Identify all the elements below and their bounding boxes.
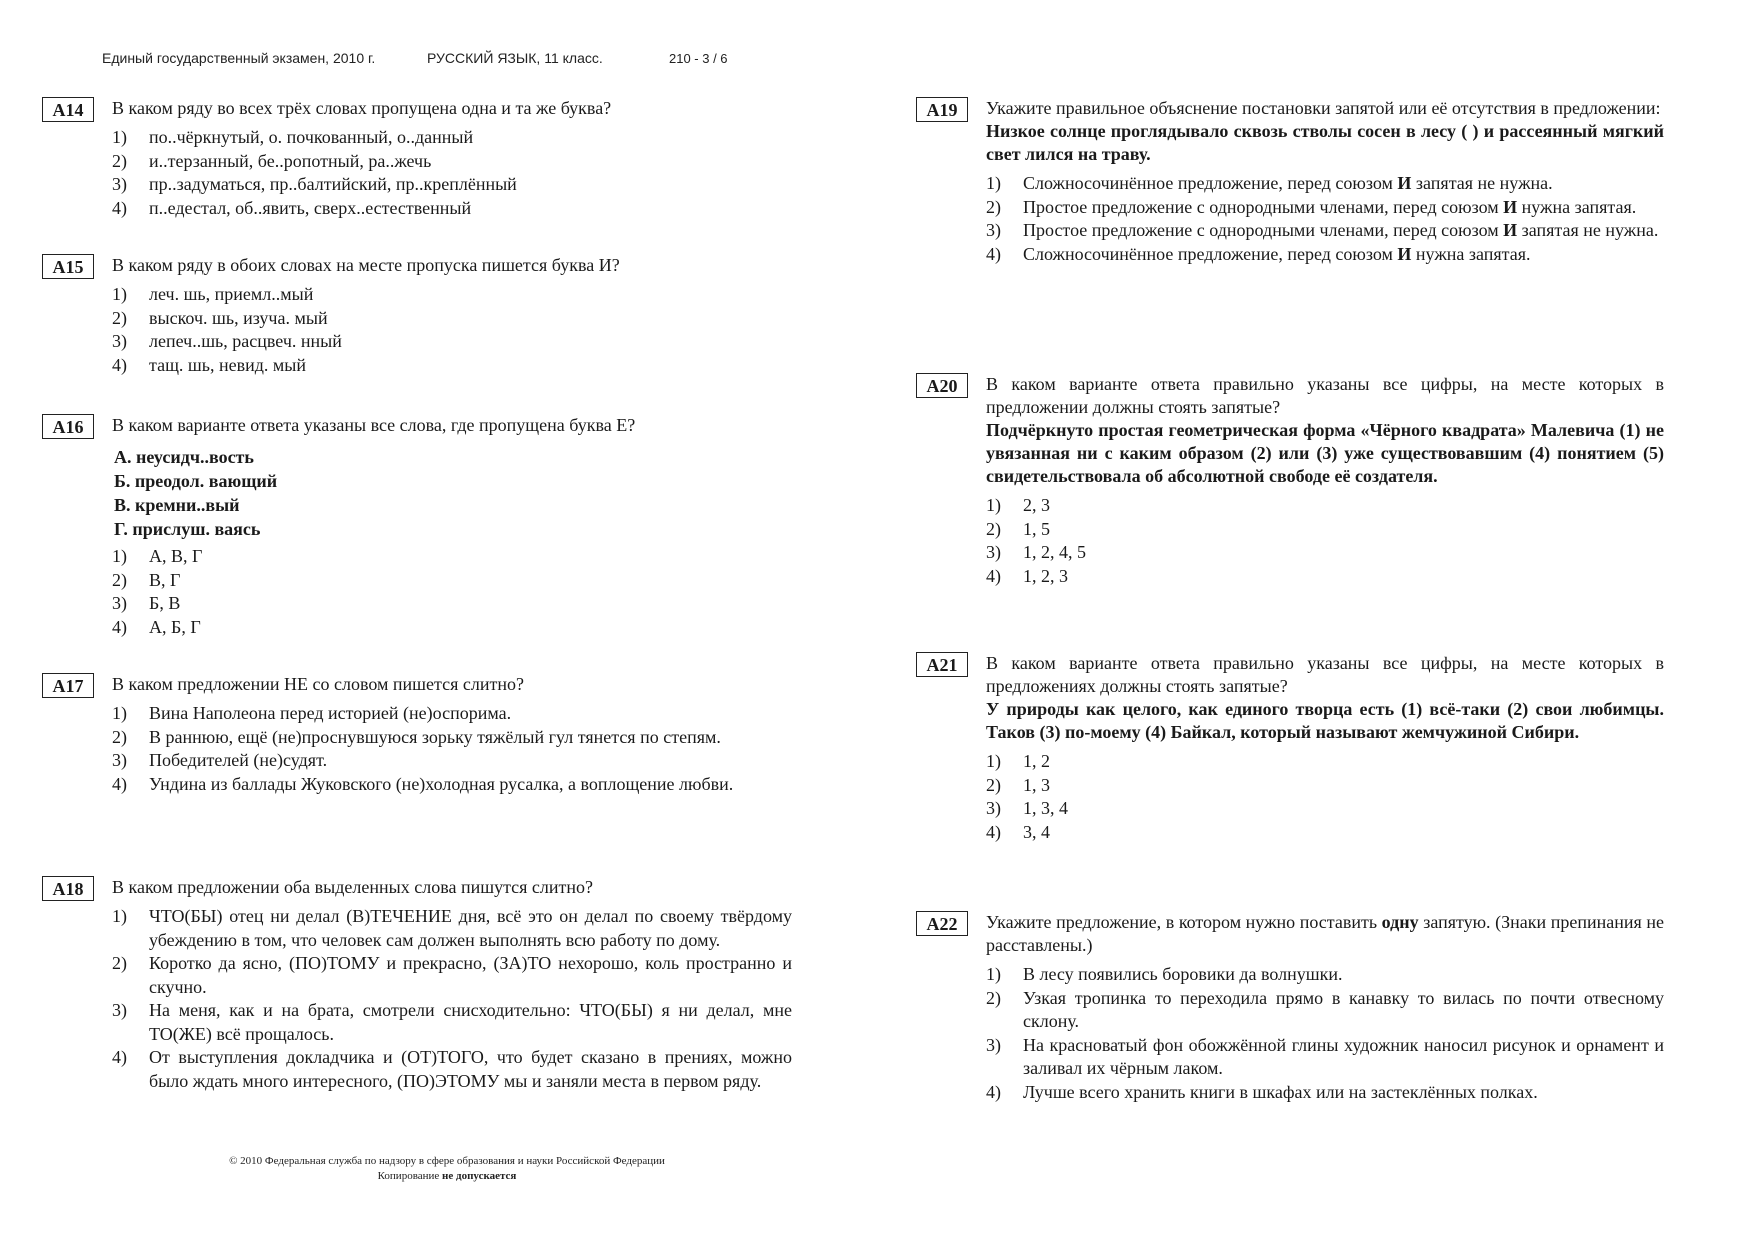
option[interactable] <box>986 1081 1664 1105</box>
option[interactable] <box>112 616 792 640</box>
option-number: 2) <box>986 987 1001 1008</box>
option-number: 1) <box>112 127 127 147</box>
option-text: ЧТО(БЫ) отец ни делал (В)ТЕЧЕНИЕ дня, всё это он делал по своему твёрдому убеждению в том, что человек сам должен выполнять всю работу по дому. <box>149 906 792 950</box>
task-question: В каком предложении оба выделенных слова пишутся слитно? <box>112 877 594 897</box>
option-number: 3) <box>112 750 127 770</box>
task-question <box>986 911 1664 957</box>
option[interactable] <box>112 126 792 150</box>
option[interactable] <box>112 773 792 797</box>
option-text: Простое предложение с однородными членами, перед союзом <box>1023 196 1504 217</box>
word-item: А. неусидч..вость <box>114 447 254 467</box>
option[interactable] <box>112 749 792 773</box>
task-id: A14 <box>42 97 94 122</box>
task-id: A15 <box>42 254 94 279</box>
task-question: В каком ряду в обоих словах на месте пропуска пишется буква И? <box>112 255 620 275</box>
word-item: Г. прислуш. ваясь <box>114 519 261 539</box>
option-bold-text: И <box>1397 243 1412 264</box>
option-number: 3) <box>986 542 1001 562</box>
option-bold-text: И <box>1503 196 1518 217</box>
option-text: 1, 5 <box>1023 518 1050 539</box>
options-list <box>112 283 792 377</box>
copy-notice-bold: не допускается <box>442 1170 517 1182</box>
option-text: На меня, как и на брата, смотрели снисходительно: ЧТО(БЫ) я ни делал, мне ТО(ЖЕ) всё прощалось. <box>149 1000 792 1044</box>
option-text: нужна запятая. <box>1517 196 1637 217</box>
option-text: и..терзанный, бе..ропотный, ра..жечь <box>149 150 432 171</box>
option-text: п..едестал, об..явить, сверх..естественный <box>149 197 472 218</box>
option-number: 2) <box>112 569 127 590</box>
task-id: A16 <box>42 414 94 439</box>
task-question: В каком варианте ответа правильно указаны все цифры, на месте которых в предложении должны стоять запятые? <box>986 374 1664 417</box>
option-number: 2) <box>112 307 127 328</box>
option-number: 4) <box>112 616 127 637</box>
option-text: запятая не нужна. <box>1517 220 1659 240</box>
option-text: 1, 2 <box>1023 751 1050 771</box>
option[interactable] <box>112 330 792 354</box>
option-text: Лучше всего хранить книги в шкафах или на застеклённых полках. <box>1023 1081 1538 1102</box>
option[interactable] <box>986 494 1664 518</box>
page-footer <box>182 1154 712 1184</box>
task-a22 <box>914 911 1664 1104</box>
task-question: В каком ряду во всех трёх словах пропущена одна и та же буква? <box>112 98 612 118</box>
word-item: Б. преодол. вающий <box>114 471 278 491</box>
option[interactable] <box>112 307 792 331</box>
task-sentence: Низкое солнце проглядывало сквозь стволы сосен в лесу ( ) и рассеянный мягкий свет лился на траву. <box>986 121 1664 164</box>
page-header <box>102 50 728 66</box>
option-text: 3, 4 <box>1023 821 1050 842</box>
option-number: 4) <box>112 1047 127 1067</box>
option-number: 4) <box>986 821 1001 842</box>
option-number: 1) <box>112 906 127 926</box>
task-id: A18 <box>42 876 94 901</box>
option[interactable] <box>112 197 792 221</box>
option-text: Узкая тропинка то переходила прямо в канавку то вилась по почти отвесному склону. <box>1023 987 1664 1031</box>
option-text: тащ. шь, невид. мый <box>149 354 307 375</box>
option-number: 3) <box>112 593 127 613</box>
option[interactable] <box>986 541 1664 565</box>
option-number: 1) <box>112 546 127 566</box>
option-text: Коротко да ясно, (ПО)ТОМУ и прекрасно, (ЗА)ТО нехорошо, коль пространно и скучно. <box>149 953 792 997</box>
task-a21 <box>914 652 1664 844</box>
option-number: 3) <box>986 798 1001 818</box>
option-text: Ундина из баллады Жуковского (не)холодная русалка, а воплощение любви. <box>149 773 734 794</box>
task-question: В каком варианте ответа правильно указаны все цифры, на месте которых в предложениях должны стоять запятые? <box>986 653 1664 696</box>
option-number: 1) <box>112 703 127 723</box>
option-text: В раннюю, ещё (не)проснувшуюся зорьку тяжёлый гул тянется по степям. <box>149 726 721 747</box>
options-list <box>986 172 1664 266</box>
option[interactable] <box>112 1046 792 1093</box>
option-number: 2) <box>986 518 1001 539</box>
option[interactable] <box>112 726 792 750</box>
option[interactable] <box>986 518 1664 542</box>
option[interactable] <box>986 987 1664 1034</box>
option[interactable] <box>986 963 1664 987</box>
option-text: Б, В <box>149 593 181 613</box>
option-text: Вина Наполеона перед историей (не)оспорима. <box>149 703 512 723</box>
option-text: 1, 2, 4, 5 <box>1023 542 1086 562</box>
option-text: пр..задуматься, пр..балтийский, пр..креплённый <box>149 174 517 194</box>
option[interactable] <box>986 797 1664 821</box>
copy-notice <box>182 1169 712 1184</box>
task-a20 <box>914 373 1664 588</box>
task-a16 <box>40 414 792 639</box>
option[interactable] <box>986 243 1664 267</box>
option-number: 1) <box>112 284 127 304</box>
options-list <box>112 702 792 796</box>
option-text: 1, 3 <box>1023 774 1050 795</box>
copyright-line: © 2010 Федеральная служба по надзору в сфере образования и науки Российской Федерации <box>229 1155 665 1167</box>
option-text: От выступления докладчика и (ОТ)ТОГО, что будет сказано в прениях, можно было ждать много интересного, (ПО)ЭТОМУ мы и заняли места в первом ряду. <box>149 1047 792 1091</box>
option-text: по..чёркнутый, о. почкованный, о..данный <box>149 127 474 147</box>
option[interactable] <box>112 283 792 307</box>
copy-notice-text: Копирование <box>377 1170 443 1182</box>
task-sentence: Подчёркнуто простая геометрическая форма «Чёрного квадрата» Малевича (1) не увязанная ни с каким образом (2) или (3) уже существовавшим (4) понятием (5) свидетельствовала об абсолютной свободе её создателя. <box>986 420 1664 486</box>
option-text: запятая не нужна. <box>1411 173 1553 193</box>
options-list <box>986 494 1664 588</box>
exam-title: Единый государственный экзамен, 2010 г. <box>102 50 376 66</box>
option[interactable] <box>986 565 1664 589</box>
option[interactable] <box>986 219 1664 243</box>
task-id: A19 <box>916 97 968 122</box>
option-text: лепеч..шь, расцвеч. нный <box>149 331 342 351</box>
option-number: 4) <box>986 243 1001 264</box>
option[interactable] <box>112 173 792 197</box>
option-text: Сложносочинённое предложение, перед союзом <box>1023 243 1398 264</box>
task-question: В каком варианте ответа указаны все слова, где пропущена буква Е? <box>112 415 636 435</box>
options-list <box>112 126 792 220</box>
options-list <box>112 905 792 1093</box>
task-sentence: У природы как целого, как единого творца есть (1) всё-таки (2) свои любимцы. Таков (3) по-моему (4) Байкал, который называют жемчужиной Сибири. <box>986 699 1664 742</box>
option-text: 2, 3 <box>1023 495 1050 515</box>
options-list <box>986 963 1664 1104</box>
option-text: В, Г <box>149 569 181 590</box>
option-text: леч. шь, приемл..мый <box>149 284 314 304</box>
option[interactable] <box>112 569 792 593</box>
option-number: 1) <box>986 751 1001 771</box>
option[interactable] <box>112 545 792 569</box>
option-bold-text: И <box>1503 220 1518 240</box>
option-number: 1) <box>986 173 1001 193</box>
option-text: 1, 3, 4 <box>1023 798 1068 818</box>
option[interactable] <box>112 952 792 999</box>
option[interactable] <box>112 999 792 1046</box>
option-text: Победителей (не)судят. <box>149 750 328 770</box>
option-text: Простое предложение с однородными членами, перед союзом <box>1023 220 1504 240</box>
option[interactable] <box>112 905 792 952</box>
option-number: 4) <box>112 773 127 794</box>
option-text: В лесу появились боровики да волнушки. <box>1023 964 1343 984</box>
options-list <box>986 750 1664 844</box>
option-number: 2) <box>112 150 127 171</box>
option-text: А, В, Г <box>149 546 203 566</box>
option[interactable] <box>986 172 1664 196</box>
task-a19 <box>914 97 1664 266</box>
task-a17 <box>40 673 792 796</box>
option-text: выскоч. шь, изуча. мый <box>149 307 328 328</box>
task-a15 <box>40 254 792 377</box>
option[interactable] <box>112 150 792 174</box>
option-number: 4) <box>986 1081 1001 1102</box>
question-bold-text: одну <box>1381 912 1419 932</box>
task-question: Укажите правильное объяснение постановки запятой или её отсутствия в предложении: <box>986 98 1661 118</box>
option[interactable] <box>112 592 792 616</box>
task-id: A21 <box>916 652 968 677</box>
option[interactable] <box>986 821 1664 845</box>
option[interactable] <box>112 354 792 378</box>
option-number: 4) <box>112 197 127 218</box>
option-number: 3) <box>112 174 127 194</box>
option-number: 2) <box>986 774 1001 795</box>
option-number: 3) <box>112 1000 127 1020</box>
option-number: 2) <box>986 196 1001 217</box>
task-a14 <box>40 97 792 220</box>
option-number: 3) <box>112 331 127 351</box>
option[interactable] <box>986 774 1664 798</box>
page-number: 210 - 3 / 6 <box>669 51 728 66</box>
option[interactable] <box>986 750 1664 774</box>
word-list <box>112 445 792 541</box>
option-number: 3) <box>986 220 1001 240</box>
option-number: 4) <box>112 354 127 375</box>
options-list <box>112 545 792 639</box>
option[interactable] <box>986 1034 1664 1081</box>
task-id: A22 <box>916 911 968 936</box>
task-question: В каком предложении НЕ со словом пишется слитно? <box>112 674 524 694</box>
option[interactable] <box>112 702 792 726</box>
task-id: A17 <box>42 673 94 698</box>
option-number: 1) <box>986 964 1001 984</box>
option-text: А, Б, Г <box>149 616 201 637</box>
option-number: 1) <box>986 495 1001 515</box>
option-number: 4) <box>986 565 1001 586</box>
option-number: 3) <box>986 1034 1001 1055</box>
option-number: 2) <box>112 953 127 973</box>
option[interactable] <box>986 196 1664 220</box>
word-item: В. кремни..вый <box>114 495 240 515</box>
task-a18 <box>40 876 792 1093</box>
task-id: A20 <box>916 373 968 398</box>
question-text: Укажите предложение, в котором нужно поставить <box>986 912 1382 932</box>
option-bold-text: И <box>1397 173 1412 193</box>
option-text: На красноватый фон обожжённой глины художник наносил рисунок и орнамент и заливал их чёрным лаком. <box>1023 1034 1664 1078</box>
subject-title: РУССКИЙ ЯЗЫК, 11 класс. <box>427 50 603 66</box>
option-text: Сложносочинённое предложение, перед союзом <box>1023 173 1398 193</box>
question-text: запятую. (Знаки препинания не расставлены.) <box>986 912 1664 955</box>
option-text: 1, 2, 3 <box>1023 565 1068 586</box>
option-text: нужна запятая. <box>1411 243 1531 264</box>
option-number: 2) <box>112 726 127 747</box>
